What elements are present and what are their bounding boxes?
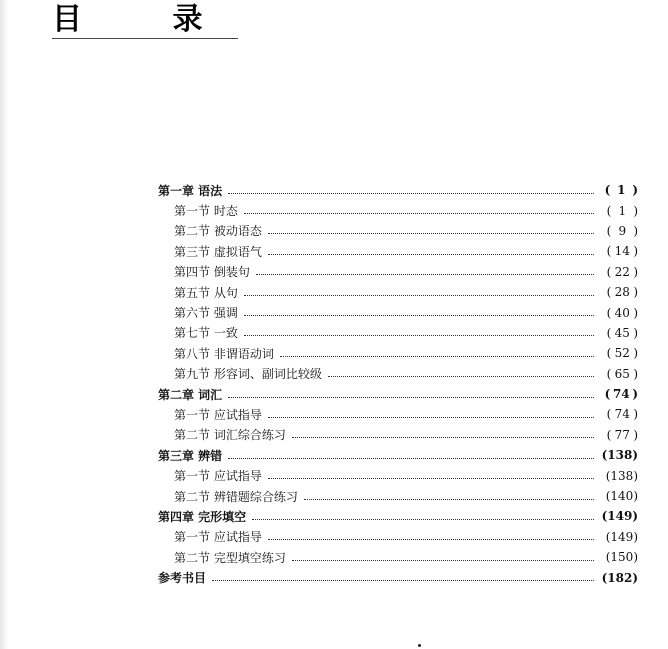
toc-page-number: 14 xyxy=(614,244,630,259)
toc-page-number: 40 xyxy=(614,305,630,320)
dot-leader xyxy=(328,376,594,377)
toc-entry-label: 第四节 倒装句 xyxy=(174,265,250,280)
toc-entry-label: 第一章 语法 xyxy=(158,183,223,198)
toc-page-number: 74 xyxy=(614,407,630,422)
toc-page-number: 52 xyxy=(614,346,630,361)
toc-entry-label: 第二节 完型填空练习 xyxy=(174,550,286,565)
dot-leader xyxy=(268,478,594,479)
toc-page-ref: ( 40 ) xyxy=(606,305,638,320)
dot-leader xyxy=(268,254,594,255)
toc-section-entry xyxy=(158,527,638,547)
toc-page-number: 149 xyxy=(607,509,633,524)
toc-page-number: 140 xyxy=(610,489,634,504)
toc-page-ref: ( 74 ) xyxy=(604,387,638,402)
toc-page-ref: ( 1 ) xyxy=(606,203,638,218)
toc-chapter-entry xyxy=(158,506,638,526)
toc-entry-label: 第三章 辨错 xyxy=(158,448,223,463)
toc-entry-label: 参考书目 xyxy=(158,571,207,586)
toc-page-number: 28 xyxy=(614,285,630,300)
toc-chapter-entry xyxy=(158,567,638,587)
toc-section-entry xyxy=(158,262,638,282)
scan-speck xyxy=(418,644,421,647)
dot-leader xyxy=(244,295,594,296)
scan-edge-shadow xyxy=(0,0,8,649)
toc-page-ref: ( 28 ) xyxy=(606,285,638,300)
toc-page-number: 149 xyxy=(610,529,634,544)
toc-page-number: 77 xyxy=(614,427,630,442)
toc-page-number: 45 xyxy=(614,325,630,340)
toc-page-ref: (182) xyxy=(601,570,638,585)
dot-leader xyxy=(280,356,594,357)
toc-page-number: 65 xyxy=(614,366,630,381)
toc-section-entry xyxy=(158,241,638,261)
toc-section-entry xyxy=(158,323,638,343)
toc-section-entry xyxy=(158,404,638,424)
toc-page-ref: (149) xyxy=(601,509,638,524)
toc-page-ref: (140) xyxy=(605,489,638,504)
toc-page-number: 1 xyxy=(617,183,626,198)
dot-leader xyxy=(228,193,594,194)
toc-entry-label: 第一节 应试指导 xyxy=(174,469,262,484)
dot-leader xyxy=(228,397,594,398)
toc-entry-label: 第六节 强调 xyxy=(174,306,238,321)
toc-page-ref: ( 74 ) xyxy=(606,407,638,422)
toc-section-entry xyxy=(158,302,638,322)
toc-entry-label: 第二节 词汇综合练习 xyxy=(174,428,286,443)
toc-section-entry xyxy=(158,282,638,302)
toc-entry-label: 第二章 词汇 xyxy=(158,387,223,402)
toc-page-ref: ( 45 ) xyxy=(606,325,638,340)
toc-page-number: 22 xyxy=(614,264,630,279)
toc-section-entry xyxy=(158,465,638,485)
dot-leader xyxy=(268,539,594,540)
dot-leader xyxy=(256,274,594,275)
dot-leader xyxy=(304,499,594,500)
toc-entry-label: 第二节 被动语态 xyxy=(174,224,262,239)
toc-page-number: 138 xyxy=(610,468,634,483)
toc-section-entry xyxy=(158,200,638,220)
toc-page-number: 138 xyxy=(607,448,633,463)
toc-entry-label: 第二节 辨错题综合练习 xyxy=(174,489,298,504)
toc-page-number: 9 xyxy=(618,223,627,238)
dot-leader xyxy=(292,437,594,438)
toc-page-ref: (149) xyxy=(605,529,638,544)
toc-page-ref: ( 65 ) xyxy=(606,366,638,381)
toc-page-ref: ( 14 ) xyxy=(606,244,638,259)
toc-entry-label: 第五节 从句 xyxy=(174,285,238,300)
toc-page-ref: (138) xyxy=(601,448,638,463)
dot-leader xyxy=(212,580,594,581)
toc-entry-label: 第九节 形容词、副词比较级 xyxy=(174,367,322,382)
dot-leader xyxy=(292,560,594,561)
toc-entry-label: 第三节 虚拟语气 xyxy=(174,244,262,259)
toc-entry-label: 第四章 完形填空 xyxy=(158,509,247,524)
toc-page-ref: ( 52 ) xyxy=(606,346,638,361)
toc-chapter-entry xyxy=(158,445,638,465)
toc-page-number: 74 xyxy=(612,387,630,402)
toc-page-number: 150 xyxy=(610,550,634,565)
toc-section-entry xyxy=(158,486,638,506)
dot-leader xyxy=(244,213,594,214)
toc-section-entry xyxy=(158,221,638,241)
toc-section-entry xyxy=(158,547,638,567)
toc-section-entry xyxy=(158,425,638,445)
page-title: 目 录 xyxy=(52,2,243,37)
dot-leader xyxy=(244,335,594,336)
dot-leader xyxy=(252,519,594,520)
toc-entry-label: 第七节 一致 xyxy=(174,326,238,341)
toc-page-ref: (150) xyxy=(605,550,638,565)
toc-page-ref: ( 22 ) xyxy=(606,264,638,279)
toc-chapter-entry xyxy=(158,384,638,404)
toc-page-number: 1 xyxy=(618,203,627,218)
table-of-contents xyxy=(158,180,638,588)
dot-leader xyxy=(244,315,594,316)
toc-page-ref: ( 1 ) xyxy=(604,183,638,198)
dot-leader xyxy=(268,233,594,234)
toc-entry-label: 第一节 时态 xyxy=(174,204,238,219)
toc-page-ref: (138) xyxy=(605,468,638,483)
toc-section-entry xyxy=(158,343,638,363)
toc-page-ref: ( 9 ) xyxy=(606,223,638,238)
dot-leader xyxy=(228,458,594,459)
toc-chapter-entry xyxy=(158,180,638,200)
dot-leader xyxy=(268,417,594,418)
title-underline xyxy=(52,38,238,39)
toc-page-ref: ( 77 ) xyxy=(606,427,638,442)
toc-entry-label: 第八节 非谓语动词 xyxy=(174,346,274,361)
toc-entry-label: 第一节 应试指导 xyxy=(174,407,262,422)
toc-section-entry xyxy=(158,364,638,384)
toc-entry-label: 第一节 应试指导 xyxy=(174,530,262,545)
toc-page-number: 182 xyxy=(607,570,633,585)
